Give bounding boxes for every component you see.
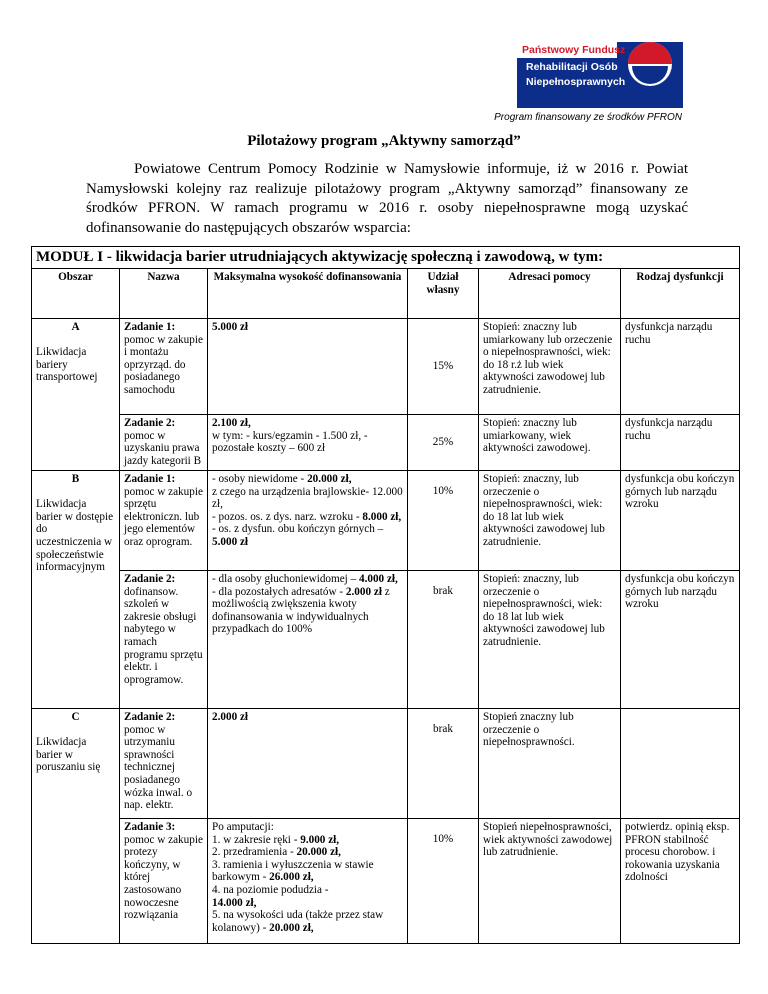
support-table	[31, 246, 740, 944]
own-share: 25%	[408, 415, 479, 471]
table-row	[32, 319, 740, 415]
task-label: Zadanie 2:	[124, 573, 176, 585]
header-obszar: Obszar	[32, 269, 120, 319]
logo-line2: Rehabilitacji Osób	[526, 61, 618, 73]
task-name: pomoc w uzyskaniu prawa jazdy kategorii B	[124, 429, 202, 467]
amount-value: 8.000 zł,	[362, 510, 402, 523]
amount-value: 20.000 zł,	[269, 921, 314, 934]
addressees: Stopień: znaczny, lub orzeczenie o niepełnosprawności, wiek: do 18 lat lub wiek aktywności zawodowej lub zatrudnienie.	[479, 471, 621, 571]
task-cell	[120, 709, 208, 819]
amount-cell	[208, 709, 408, 819]
amount-line: 5. na wysokości uda (także przez staw kolanowy) -	[212, 909, 384, 934]
table-row	[32, 471, 740, 571]
own-share: 10%	[408, 819, 479, 944]
amount-value: 4.000 zł,	[358, 573, 398, 585]
amount-value: 5.000 zł	[212, 321, 249, 333]
task-name: pomoc w utrzymaniu sprawności technicznej posiadanego wózka inwal. o nap. elektr.	[124, 723, 193, 812]
own-share: 15%	[408, 319, 479, 415]
amount-line: - dla osoby głuchoniewidomej –	[212, 573, 359, 585]
own-share: brak	[408, 709, 479, 819]
addressees: Stopień niepełnosprawności, wiek aktywności zawodowej lub zatrudnienie.	[479, 819, 621, 944]
pfron-logo	[517, 42, 683, 108]
module-row	[32, 247, 740, 269]
dysfunction: potwierdz. opinią eksp. PFRON stabilność procesu chorobow. i rokowania uzyskania zdolności	[621, 819, 740, 944]
intro-paragraph	[86, 160, 688, 238]
amount-value: 14.000 zł,	[212, 896, 257, 909]
area-cell-b	[32, 471, 120, 709]
task-label: Zadanie 2:	[124, 711, 176, 723]
amount-line: - os. z dysfun. obu kończyn górnych –	[212, 523, 384, 536]
header-rodzaj: Rodzaj dysfunkcji	[621, 269, 740, 319]
logo-line3: Niepełnosprawnych	[526, 76, 626, 88]
task-cell	[120, 471, 208, 571]
intro-text: Powiatowe Centrum Pomocy Rodzinie w Namysłowie informuje, iż w 2016 r. Powiat Namysłowski kolejny raz realizuje pilotażowy program „Aktywny samorząd” finansowany ze środków PFRON. W ramach programu w 2016 r. osoby niepełnosprawne mogą uzyskać dofinansowanie do następujących obszarów wsparcia:	[86, 161, 688, 236]
task-label: Zadanie 1:	[124, 473, 176, 485]
task-cell	[120, 415, 208, 471]
task-label: Zadanie 2:	[124, 417, 176, 429]
dysfunction	[621, 709, 740, 819]
dysfunction: dysfunkcja obu kończyn górnych lub narządu wzroku	[621, 571, 740, 709]
task-cell	[120, 319, 208, 415]
area-name: Likwidacja bariery transportowej	[36, 346, 98, 384]
amount-line: - osoby niewidome -	[212, 473, 308, 485]
dysfunction: dysfunkcja obu kończyn górnych lub narządu wzroku	[621, 471, 740, 571]
table-row	[32, 709, 740, 819]
amount-cell	[208, 819, 408, 944]
amount-line: - pozos. os. z dys. narz. wzroku -	[212, 510, 363, 523]
amount-value: 20.000 zł,	[307, 473, 352, 485]
amount-cell	[208, 571, 408, 709]
module-title: MODUŁ I - likwidacja barier utrudniających aktywizację społeczną i zawodową, w tym:	[32, 247, 740, 269]
addressees: Stopień znaczny lub orzeczenie o niepełnosprawności.	[479, 709, 621, 819]
amount-details: w tym: - kurs/egzamin - 1.500 zł, - pozostałe koszty – 600 zł	[212, 429, 368, 455]
task-name: dofinansow. szkoleń w zakresie obsługi nabytego w ramach programu sprzętu elektr. i oprogramow.	[124, 585, 203, 686]
header-nazwa: Nazwa	[120, 269, 208, 319]
area-cell-c	[32, 709, 120, 944]
amount-cell	[208, 319, 408, 415]
area-name: Likwidacja barier w poruszaniu się	[36, 736, 101, 774]
header-adresaci: Adresaci pomocy	[479, 269, 621, 319]
amount-value: 2.100 zł,	[212, 417, 251, 429]
task-label: Zadanie 1:	[124, 321, 176, 333]
addressees: Stopień: znaczny lub umiarkowany, wiek aktywności zawodowej.	[479, 415, 621, 471]
amount-line: z czego na urządzenia brajlowskie- 12.000 zł,	[212, 485, 403, 511]
table-row	[32, 819, 740, 944]
header-row	[32, 269, 740, 319]
amount-cell	[208, 415, 408, 471]
logo-emblem-icon	[617, 42, 683, 86]
own-share: brak	[408, 571, 479, 709]
own-share: 10%	[408, 471, 479, 571]
header-max: Maksymalna wysokość dofinansowania	[208, 269, 408, 319]
task-label: Zadanie 3:	[124, 821, 176, 833]
amount-cell	[208, 471, 408, 571]
amount-line: 1. w zakresie ręki -	[212, 833, 301, 846]
header-udzial: Udział własny	[408, 269, 479, 319]
amount-value: 20.000 zł,	[296, 846, 341, 859]
amount-line: z możliwością zwiększenia kwoty dofinansowania w indywidualnych przypadkach do 100%	[212, 585, 390, 636]
area-cell-a	[32, 319, 120, 471]
table-row	[32, 571, 740, 709]
area-letter: C	[71, 711, 80, 723]
dysfunction: dysfunkcja narządu ruchu	[621, 319, 740, 415]
task-cell	[120, 571, 208, 709]
amount-value: 2.000 zł	[212, 711, 249, 723]
task-cell	[120, 819, 208, 944]
logo-top-band	[517, 42, 626, 58]
task-name: pomoc w zakupie protezy kończyny, w której zastosowano nowoczesne rozwiązania	[124, 833, 203, 922]
amount-value: 2.000 zł	[345, 585, 382, 598]
table-row	[32, 415, 740, 471]
addressees: Stopień: znaczny, lub orzeczenie o niepełnosprawności, wiek: do 18 lat lub wiek aktywności zawodowej lub zatrudnienie.	[479, 571, 621, 709]
amount-value: 9.000 zł,	[300, 833, 340, 846]
amount-line: 3. ramienia i wyłuszczenia w stawie barkowym -	[212, 858, 374, 884]
task-name: pomoc w zakupie sprzętu elektroniczn. lub jego elementów oraz oprogram.	[124, 485, 203, 548]
amount-line: Po amputacji:	[212, 821, 274, 833]
amount-line: 4. na poziomie podudzia -	[212, 883, 329, 896]
area-name: Likwidacja barier w dostępie do uczestniczenia w społeczeństwie informacyjnym	[36, 498, 114, 574]
addressees: Stopień: znaczny lub umiarkowany lub orzeczenie o niepełnosprawności, wiek: do 18 r.ż lub wiek aktywności zawodowej lub zatrudnienie.	[479, 319, 621, 415]
amount-line: - dla pozostałych adresatów -	[212, 585, 346, 598]
page-title: Pilotażowy program „Aktywny samorząd”	[247, 133, 521, 149]
logo-line1: Państwowy Fundusz	[522, 44, 626, 56]
area-letter: A	[71, 321, 80, 333]
dysfunction: dysfunkcja narządu ruchu	[621, 415, 740, 471]
amount-value: 26.000 zł,	[269, 871, 314, 884]
amount-line: 2. przedramienia -	[212, 846, 297, 859]
amount-value: 5.000 zł	[212, 535, 249, 548]
area-letter: B	[71, 473, 80, 485]
task-name: pomoc w zakupie i montażu oprzyrząd. do posiadanego samochodu	[124, 333, 203, 396]
financed-note: Program finansowany ze środków PFRON	[494, 112, 682, 123]
